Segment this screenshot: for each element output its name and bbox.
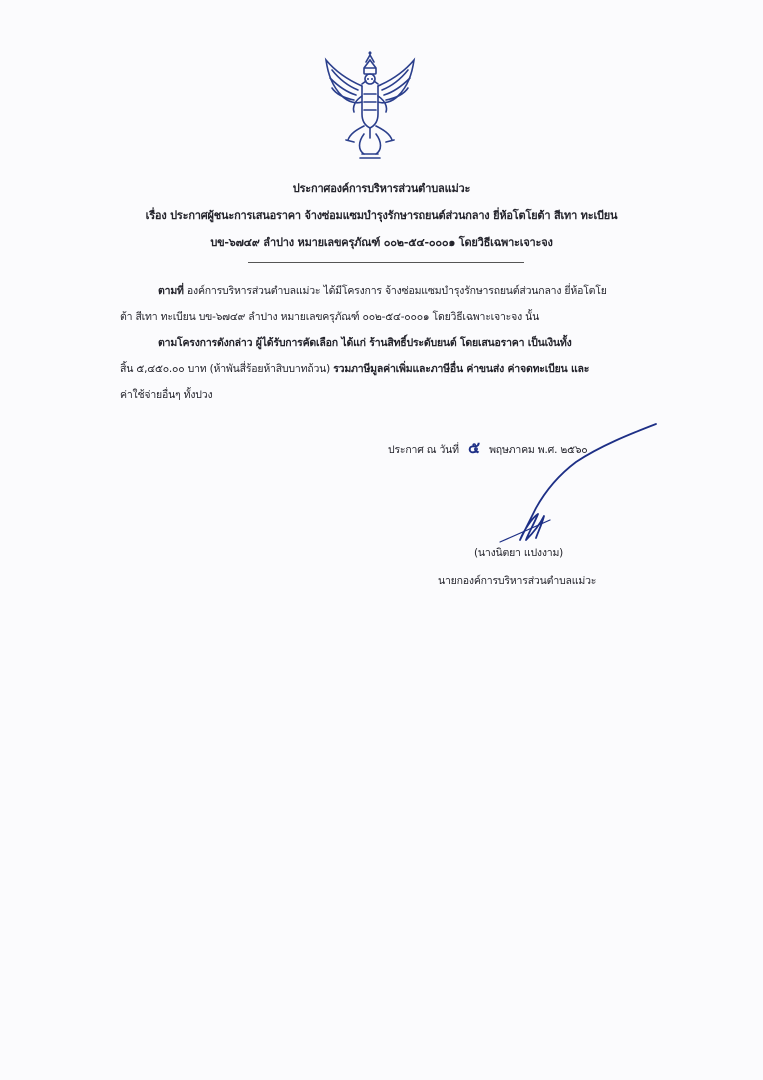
date-day: ๕: [468, 438, 480, 457]
tax-text: รวมภาษีมูลค่าเพิ่มและภาษีอื่น ค่าขนส่ง ค่าจดทะเบียน และ: [333, 363, 590, 375]
date-prefix: ประกาศ ณ วันที่: [388, 444, 459, 456]
announcement-heading: ประกาศองค์การบริหารส่วนตำบลแม่วะ: [292, 182, 471, 195]
paragraph-2-line-2: [120, 360, 589, 377]
paragraph-1-line-2: ต้า สีเทา ทะเบียน บข-๖๗๔๙ ลำปาง หมายเลขครุภัณฑ์ ๐๐๒-๕๔-๐๐๐๑ โดยวิธีเฉพาะเจาะจง นั้น: [120, 311, 540, 323]
amount-text: สิ้น ๕,๔๕๐.๐๐ บาท (ห้าพันสี่ร้อยห้าสิบบาทถ้วน): [120, 363, 331, 375]
signatory-title: นายกองค์การบริหารส่วนตำบลแม่วะ: [438, 575, 597, 587]
subject-line-2: บข-๖๗๔๙ ลำปาง หมายเลขครุภัณฑ์ ๐๐๒-๕๔-๐๐๐๑ โดยวิธีเฉพาะเจาะจง: [210, 236, 553, 249]
header-divider: [248, 262, 524, 263]
project-text: ได้มีโครงการ จ้างซ่อมแซมบำรุงรักษารถยนต์ส่วนกลาง ยี่ห้อโตโย: [323, 285, 607, 297]
organization-name: องค์การบริหารส่วนตำบลแม่วะ: [186, 285, 321, 297]
handwritten-signature: [490, 420, 665, 550]
paragraph-2-line-1: ตามโครงการดังกล่าว ผู้ได้รับการคัดเลือก ได้แก่ ร้านสิทธิ์ประดับยนต์ โดยเสนอราคา เป็นเงินทั้ง: [158, 337, 572, 349]
subject-line-1: เรื่อง ประกาศผู้ชนะการเสนอราคา จ้างซ่อมแซมบำรุงรักษารถยนต์ส่วนกลาง ยี่ห้อโตโยต้า สีเทา ทะเบียน: [145, 209, 618, 222]
garuda-emblem: [318, 50, 422, 162]
paragraph-1-lead: ตามที่: [158, 285, 184, 297]
paragraph-1-line-1: [158, 282, 607, 299]
date-rest: พฤษภาคม พ.ศ. ๒๕๖๐: [489, 444, 588, 456]
signatory-name: (นางนิตยา แปงงาม): [474, 547, 564, 559]
paragraph-2-line-3: ค่าใช้จ่ายอื่นๆ ทั้งปวง: [120, 389, 213, 401]
